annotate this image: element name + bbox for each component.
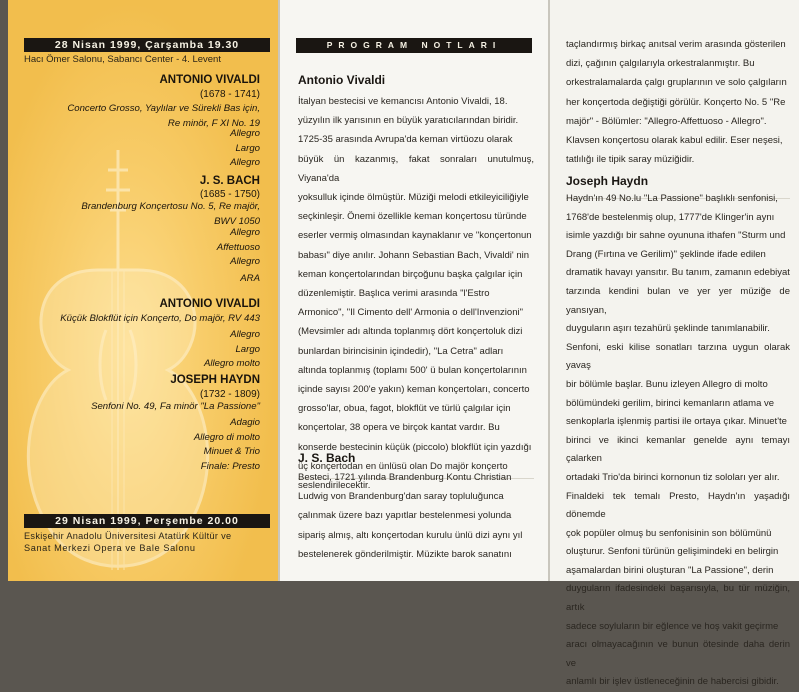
bottom-date-bar: 29 Nisan 1999, Perşembe 20.00	[24, 514, 270, 528]
movement-list: Allegro Largo Allegro molto	[204, 329, 260, 369]
vivaldi-notes: İtalyan bestecisi ve kemancısı Antonio Vivaldi, 18. yüzyılın ilk yarısının en büyük yaratıcılarından biridir. 1725-35 arasında Avrupa'da keman virtüozu olarak büyük ün kazanmış, fakat sonraları unutulmuş, Viyana'da yoksulluk içinde ölmüştür. Müziği melodi etkileyiciliğiyle seçkinleşir. Önemi özellikle keman konçertosu türünde eserler vermiş olmasından kaynaklanır ve "konçertonun babası" diye anılır. Johann Sebastian Bach, Vivaldi' nin keman konçertolarından birçoğunu başka çalgılar için düzenlemiştir. Başlıca verimi arasında "l'Estro Armonico", "Il Cimento dell' Armonia o dell'Invenzioni" (Mevsimler adı altında toplanmış dört konçertoluk dizi bunlardan birincisinin içindedir), "La Cetra" adları altında toplanmış (toplamı 500' ü bulan konçertolarının içinde sayısı 200'e yakın) keman konçertoları, concerto grosso'lar, obua, fagot, blokflüt ve türlü çalgılar için konçertolar, 38 opera ve birçok kantat vardır. Bu konserde bestecinin küçük (piccolo) blokflüt için yazdığı üç konçertodan en ünlüsü olan Do majör konçerto seslendirilecektir.	[298, 96, 534, 492]
composer-name: JOSEPH HAYDN	[170, 374, 260, 386]
bach-notes: Besteci, 1721 yılında Brandenburg Kontu Christian Ludwig von Brandenburg'dan saray topluluğunca çalınmak üzere bazı yapıtlar bestelenmesi yolunda sipariş almış, altı konçertodan kurulu ünlü dizi aynı yıl bestelenerek gönderilmiştir. Müzikte barok sanatını	[298, 472, 523, 560]
composer-name: J. S. BACH	[199, 175, 260, 187]
bach-heading: J. S. Bach	[298, 451, 356, 465]
work-title: Concerto Grosso, Yaylılar ve Sürekli Bas için, Re minör, F XI No. 19	[67, 103, 260, 129]
work-title: Küçük Blokflüt için Konçerto, Do majör, RV 443	[60, 313, 260, 324]
top-venue: Hacı Ömer Salonu, Sabancı Center - 4. Levent	[24, 54, 221, 65]
vivaldi-heading: Antonio Vivaldi	[298, 73, 386, 87]
program-notes-banner: PROGRAM NOTLARI	[296, 38, 532, 53]
concert-program-panel	[8, 0, 278, 581]
bottom-venue-line1: Eskişehir Anadolu Üniversitesi Atatürk Kültür ve	[24, 531, 232, 541]
movement-list: Allegro Affettuoso Allegro	[216, 227, 260, 267]
program-notes-continued-panel	[550, 0, 799, 688]
composer-name: ANTONIO VIVALDI	[159, 74, 260, 86]
movement-list: Allegro Largo Allegro	[230, 128, 260, 168]
bottom-venue-line2: Sanat Merkezi Opera ve Bale Salonu	[24, 543, 196, 553]
composer-name: ANTONIO VIVALDI	[159, 298, 260, 310]
movement-list: Adagio Allegro di molto Minuet & Trio Finale: Presto	[193, 417, 260, 472]
haydn-heading: Joseph Haydn	[566, 174, 649, 188]
composer-dates: (1678 - 1741)	[199, 89, 260, 100]
program-notes-panel	[280, 0, 548, 581]
intermission-label: ARA	[240, 273, 260, 284]
composer-dates: (1732 - 1809)	[199, 389, 260, 400]
bach-notes-continued: taçlandırmış birkaç anıtsal verim arasında gösterilen dizi, çağının çalgılarıyla orkestralanmıştır. Bu orkestralamalarda çalgı gruplarının ve solo çalgıların her konçertoda değiştiği görülür. Konçerto No. 5 "Re majör" - Bölümler: "Allegro-Affettuoso - Allegro". Klavsen konçertosu olarak kabul edilir. Eser neşesi, tatlılığı ile tipik saray müziğidir.	[566, 39, 787, 166]
haydn-notes: Haydn'ın 49 No.lu "La Passione" başlıklı senfonisi, 1768'de bestelenmiş olup, 1777'de Klinger'in aynı isimle yazdığı bir sahne oyununa ithafen "Sturm und Drang (Fırtına ve Gerilim)" şeklinde ifade edilen dramatik havayı yansıtır. Bu tanım, zamanın edebiyat tarzında kendini bulan ve yer yer müziğe de yansıyan, duyguların aşırı tezahürü şeklinde tanımlanabilir. Senfoni, eski kilise sonatları tarzına uygun olarak yavaş bir bölümle başlar. Bunu izleyen Allegro di molto bölümündeki gerilim, birinci kemanların atlama ve senkoplarla işlenmiş partisi ile ortaya çıkar. Minuet'te birinci ve ikinci kemanlar genelde aynı temayı çalarken ortadaki Trio'da birinci kornonun tiz soloları yer alır. Finaldeki tek temalı Presto, Haydn'ın yaşadığı dönemde çok popüler olmuş bu senfonisinin son bölümünü oluşturur. Senfoni türünün gelişimindeki en belirgin aşamalardan birini oluşturan "La Passione", derin duyguların ifadesindeki başarısıyla, bu tür müziğin, artık sadece soyluların bir eğlence ve hoş vakit geçirme aracı olmayacağının ve bunun ötesinde daha derin ve anlamlı bir işlev üstleneceğinin de habercisi gibidir.	[566, 193, 790, 688]
top-date-bar: 28 Nisan 1999, Çarşamba 19.30	[24, 38, 270, 52]
work-title: Senfoni No. 49, Fa minör "La Passione"	[91, 401, 260, 412]
composer-dates: (1685 - 1750)	[199, 189, 260, 200]
work-title: Brandenburg Konçertosu No. 5, Re majör, BWV 1050	[81, 201, 260, 227]
